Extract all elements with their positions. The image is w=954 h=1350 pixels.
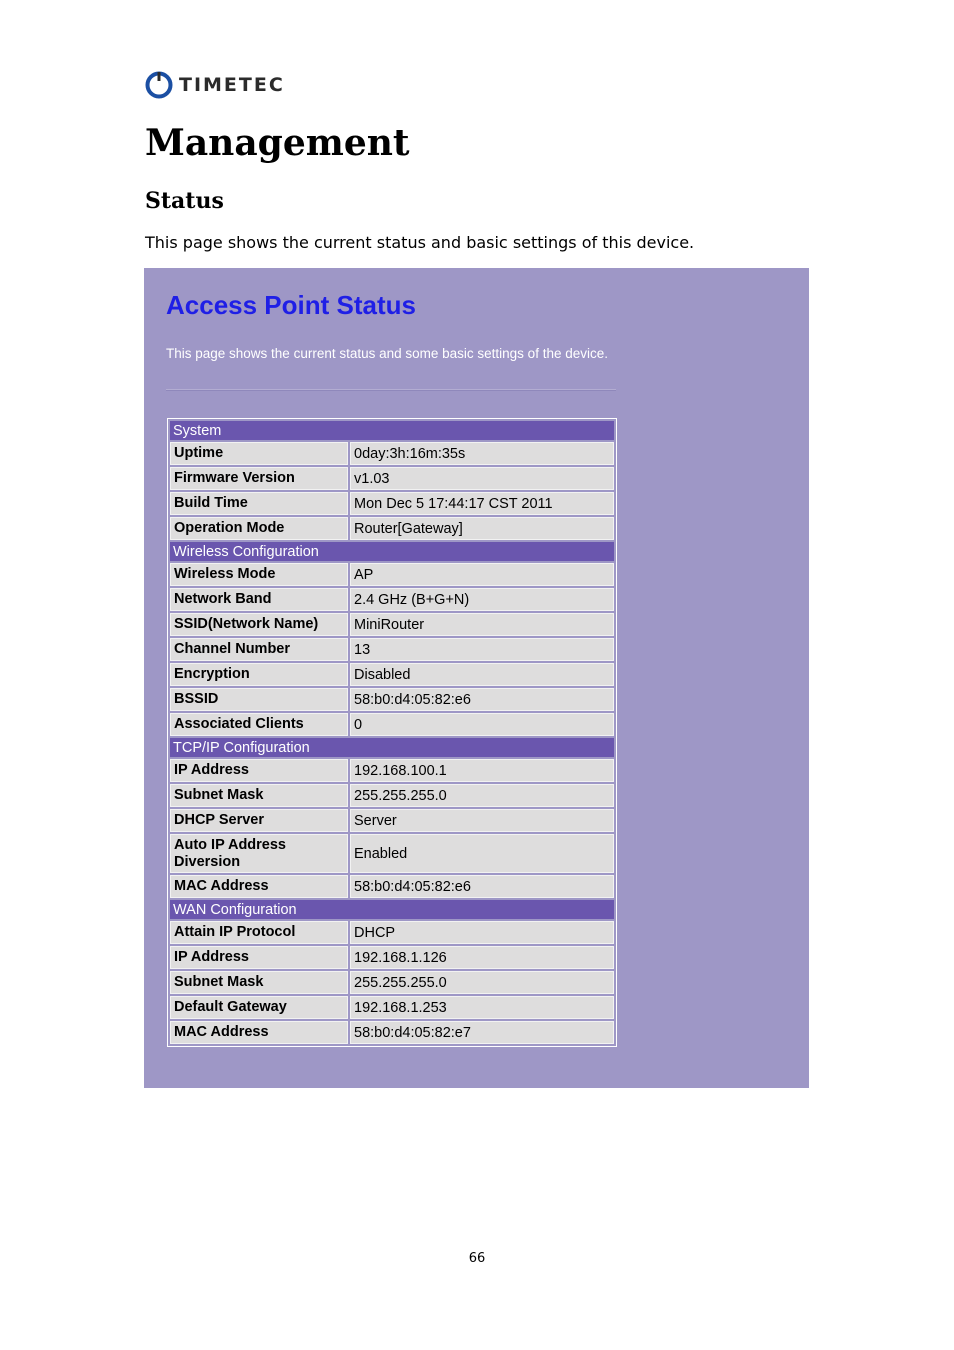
- row-value: Server: [350, 809, 614, 832]
- table-row: [170, 809, 614, 832]
- table-row: [170, 688, 614, 711]
- table-row: [170, 638, 614, 661]
- table-row: [170, 875, 614, 898]
- row-value: 0day:3h:16m:35s: [350, 442, 614, 465]
- row-label: Uptime: [170, 442, 348, 465]
- table-row: [170, 834, 614, 873]
- section-row: [170, 738, 614, 757]
- row-label: Build Time: [170, 492, 348, 515]
- row-label: Subnet Mask: [170, 971, 348, 994]
- table-row: [170, 713, 614, 736]
- table-row: [170, 971, 614, 994]
- brand-logo: [145, 70, 285, 100]
- row-label: Subnet Mask: [170, 784, 348, 807]
- table-row: [170, 784, 614, 807]
- row-value: 192.168.1.126: [350, 946, 614, 969]
- table-row: [170, 492, 614, 515]
- page-title: Management: [145, 122, 410, 164]
- section-title: Status: [145, 188, 224, 214]
- row-value: Mon Dec 5 17:44:17 CST 2011: [350, 492, 614, 515]
- row-label: SSID(Network Name): [170, 613, 348, 636]
- row-value: Disabled: [350, 663, 614, 686]
- row-label: Channel Number: [170, 638, 348, 661]
- row-label: Operation Mode: [170, 517, 348, 540]
- section-header: TCP/IP Configuration: [170, 738, 614, 757]
- table-row: [170, 467, 614, 490]
- table-row: [170, 946, 614, 969]
- divider: [166, 389, 616, 391]
- section-header: Wireless Configuration: [170, 542, 614, 561]
- row-value: 0: [350, 713, 614, 736]
- row-value: MiniRouter: [350, 613, 614, 636]
- row-label: Auto IP Address Diversion: [170, 834, 348, 873]
- section-row: [170, 542, 614, 561]
- page-number: 66: [468, 1251, 486, 1266]
- section-header: WAN Configuration: [170, 900, 614, 919]
- row-value: 2.4 GHz (B+G+N): [350, 588, 614, 611]
- table-row: [170, 517, 614, 540]
- row-label: Firmware Version: [170, 467, 348, 490]
- row-value: 13: [350, 638, 614, 661]
- row-label: Attain IP Protocol: [170, 921, 348, 944]
- section-header: System: [170, 421, 614, 440]
- row-label: Encryption: [170, 663, 348, 686]
- row-label: IP Address: [170, 759, 348, 782]
- table-row: [170, 759, 614, 782]
- row-label: Network Band: [170, 588, 348, 611]
- row-value: Router[Gateway]: [350, 517, 614, 540]
- row-value: 255.255.255.0: [350, 784, 614, 807]
- brand-name: TIMETEC: [179, 74, 285, 96]
- row-label: MAC Address: [170, 875, 348, 898]
- row-value: AP: [350, 563, 614, 586]
- row-value: 192.168.1.253: [350, 996, 614, 1019]
- row-value: 58:b0:d4:05:82:e7: [350, 1021, 614, 1044]
- row-label: DHCP Server: [170, 809, 348, 832]
- panel-description: This page shows the current status and some basic settings of the device.: [166, 346, 608, 361]
- panel-title: Access Point Status: [166, 290, 416, 320]
- status-table: [167, 418, 617, 1047]
- row-label: MAC Address: [170, 1021, 348, 1044]
- intro-text: This page shows the current status and basic settings of this device.: [145, 233, 695, 252]
- table-row: [170, 921, 614, 944]
- row-value: 58:b0:d4:05:82:e6: [350, 875, 614, 898]
- section-row: [170, 421, 614, 440]
- row-label: Associated Clients: [170, 713, 348, 736]
- table-row: [170, 442, 614, 465]
- row-value: 255.255.255.0: [350, 971, 614, 994]
- table-row: [170, 563, 614, 586]
- table-row: [170, 588, 614, 611]
- row-label: BSSID: [170, 688, 348, 711]
- row-value: v1.03: [350, 467, 614, 490]
- section-row: [170, 900, 614, 919]
- timetec-logo-icon: [145, 71, 173, 99]
- row-label: Wireless Mode: [170, 563, 348, 586]
- table-row: [170, 1021, 614, 1044]
- table-row: [170, 996, 614, 1019]
- status-screenshot-panel: [144, 268, 809, 1088]
- row-value: Enabled: [350, 834, 614, 873]
- table-row: [170, 613, 614, 636]
- row-label: IP Address: [170, 946, 348, 969]
- row-value: 58:b0:d4:05:82:e6: [350, 688, 614, 711]
- row-value: 192.168.100.1: [350, 759, 614, 782]
- table-row: [170, 663, 614, 686]
- row-value: DHCP: [350, 921, 614, 944]
- row-label: Default Gateway: [170, 996, 348, 1019]
